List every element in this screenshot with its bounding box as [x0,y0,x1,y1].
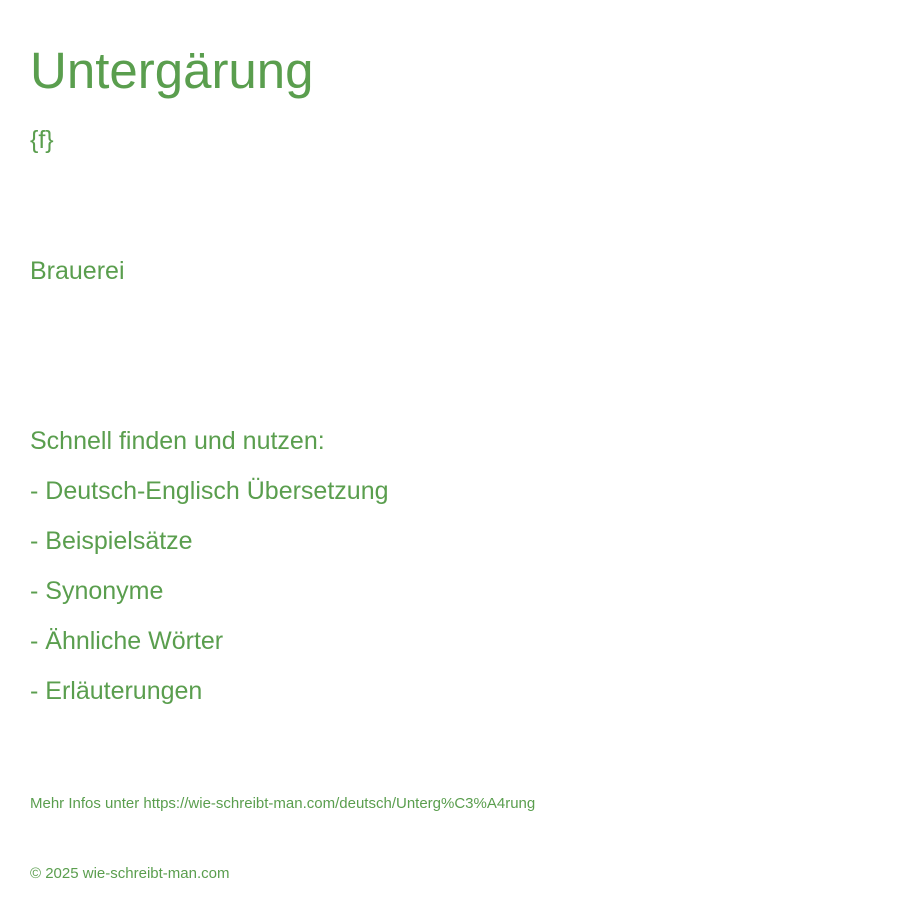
feature-item-example-sentences: - Beispielsätze [30,527,193,555]
page-title: Untergärung [30,42,314,99]
features-heading: Schnell finden und nutzen: [30,427,325,455]
page-content [30,0,870,900]
category-label: Brauerei [30,257,125,285]
more-info-prefix: Mehr Infos unter [30,795,144,812]
more-info-line [30,794,535,814]
gender-label: {f} [30,126,54,154]
more-info-link[interactable]: https://wie-schreibt-man.com/deutsch/Unterg%C3%A4rung [143,795,536,812]
features-list [30,475,389,725]
copyright-notice: © 2025 wie-schreibt-man.com [30,865,230,882]
feature-item-synonyms: - Synonyme [30,577,164,605]
feature-item-translation: - Deutsch-Englisch Übersetzung [30,477,389,505]
feature-item-explanations: - Erläuterungen [30,677,203,705]
feature-item-similar-words: - Ähnliche Wörter [30,627,224,655]
